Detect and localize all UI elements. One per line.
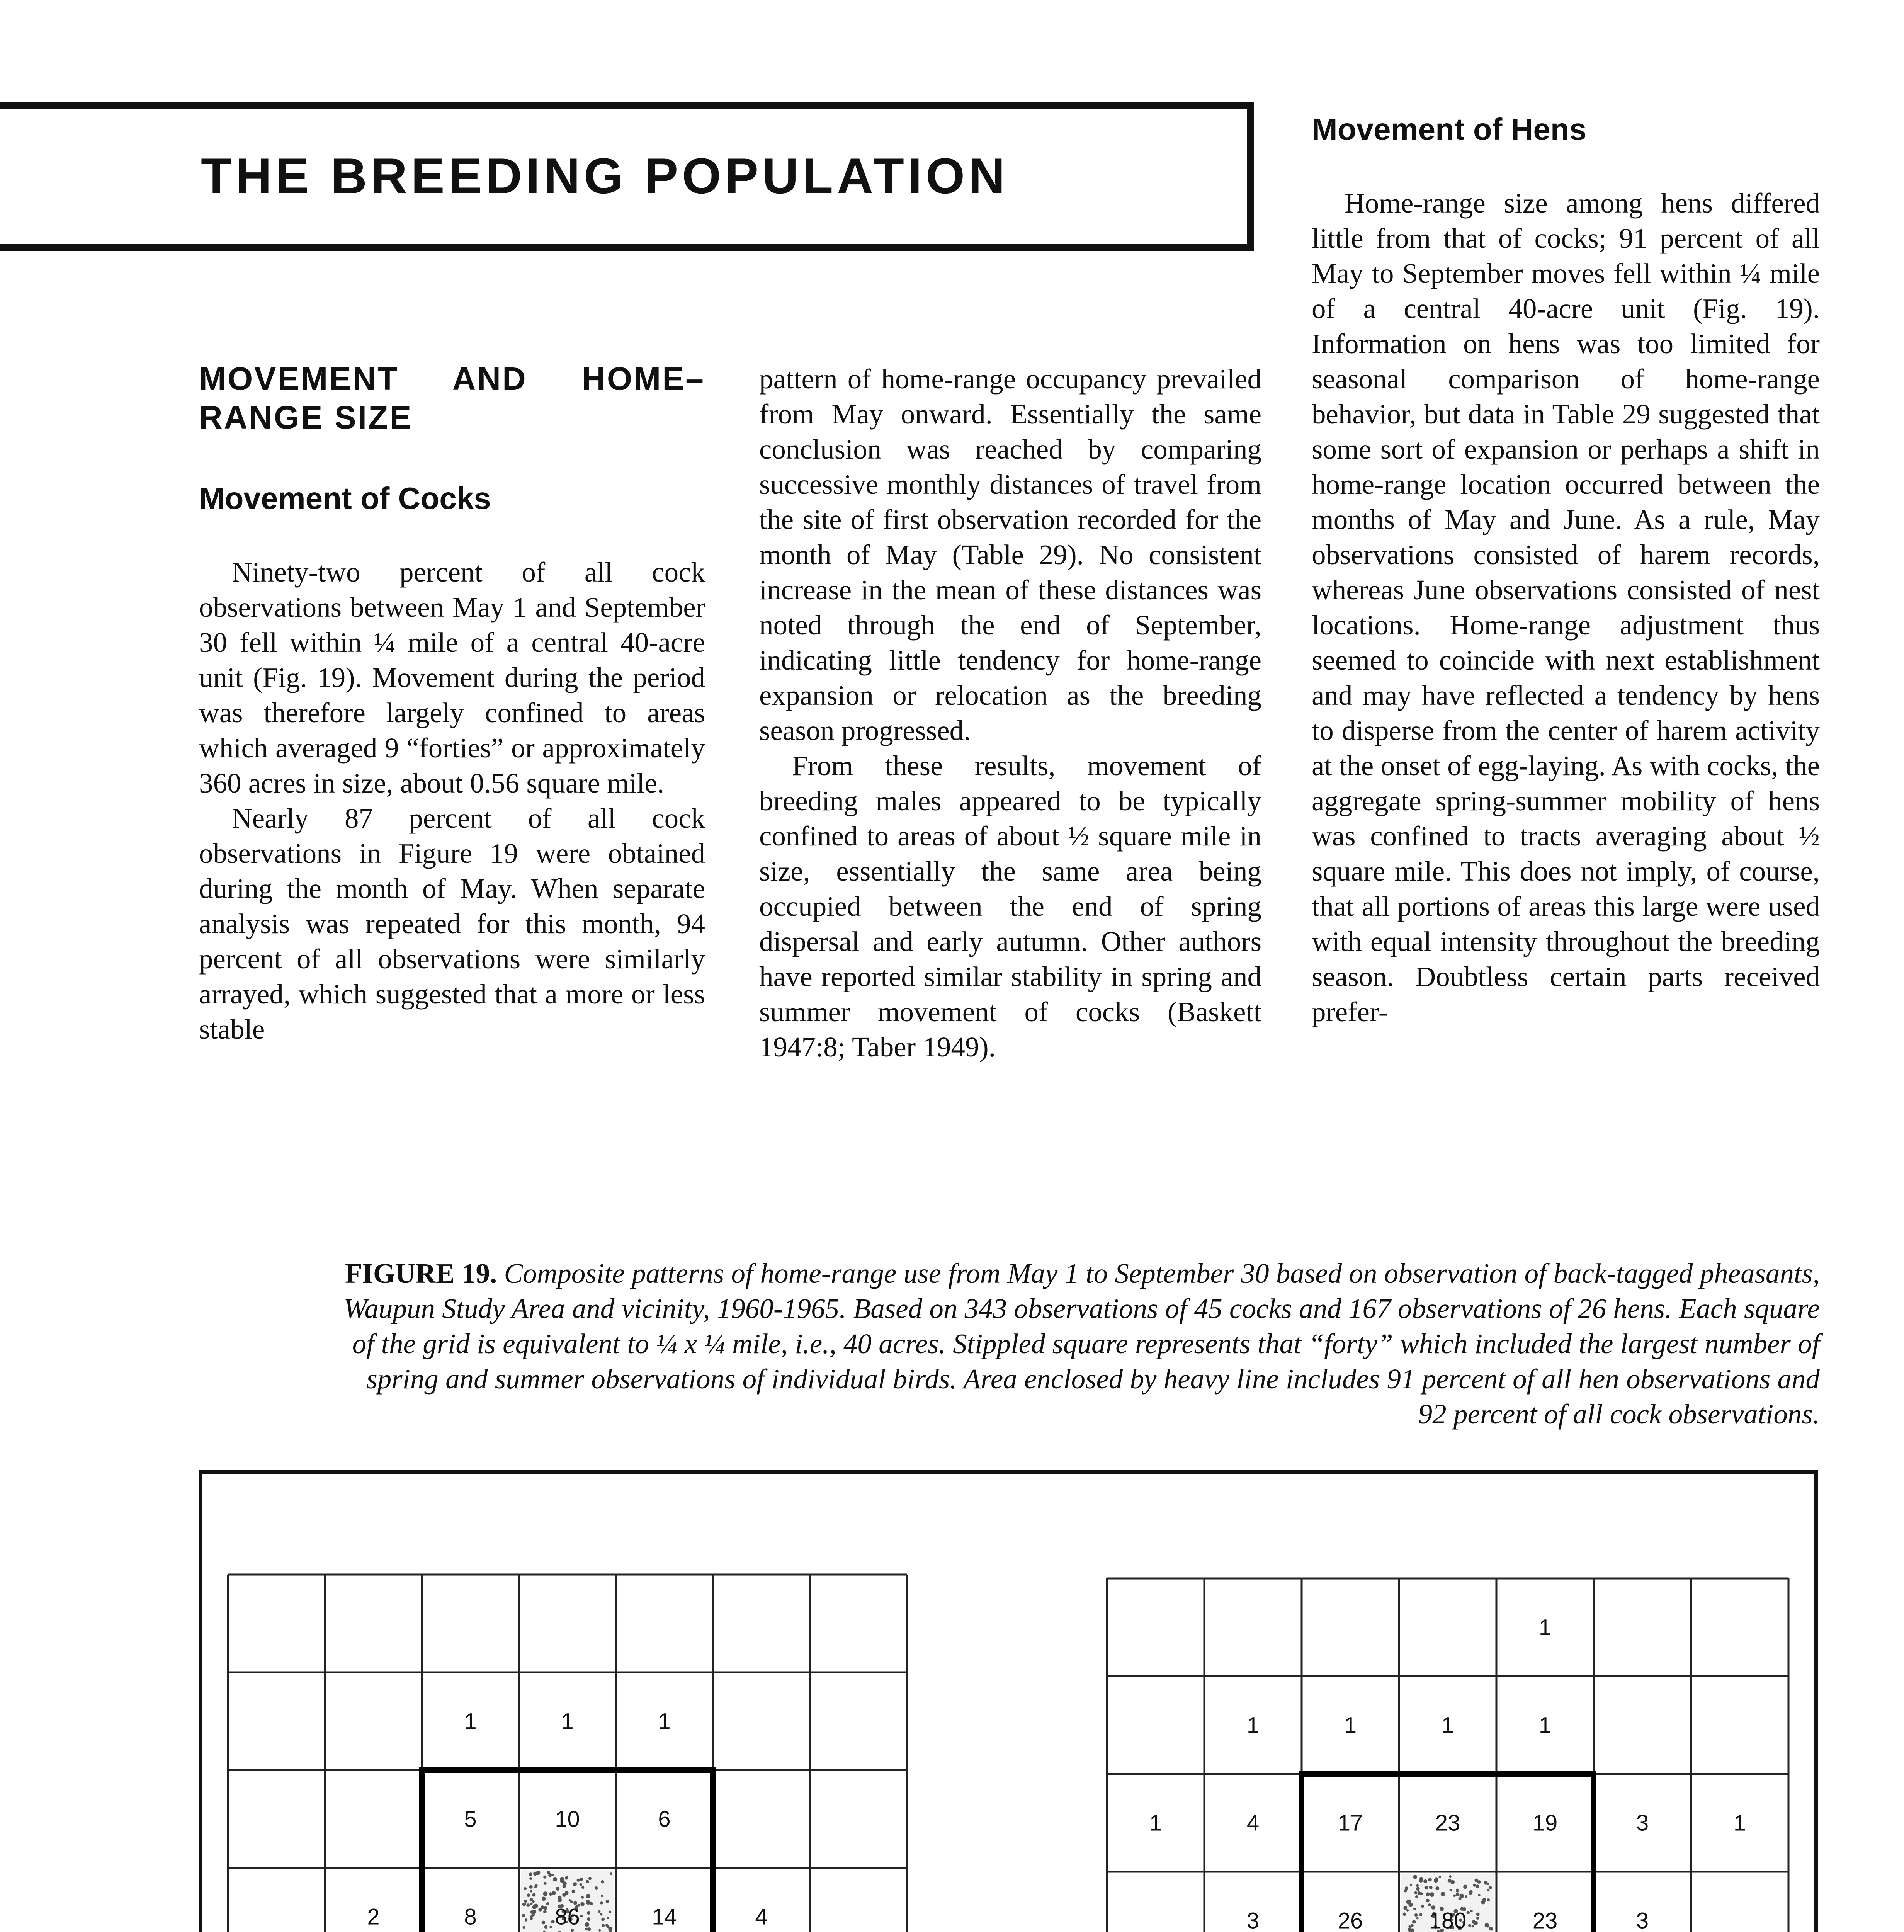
stipple-dot [1430,1887,1432,1889]
stipple-dot [542,1921,546,1925]
stipple-dot [1403,1913,1406,1916]
stipple-dot [534,1904,538,1908]
stipple-dot [595,1887,598,1890]
stipple-dot [1473,1884,1476,1887]
stipple-dot [544,1882,547,1885]
cocks-grid [1107,1578,1788,1932]
stipple-dot [530,1903,532,1905]
stipple-dot [1406,1900,1411,1904]
cocks-cell-value: 17 [1338,1810,1363,1836]
stipple-dot [1410,1884,1412,1886]
stipple-dot [563,1884,566,1888]
stipple-dot [1482,1898,1486,1902]
stipple-dot [532,1893,536,1897]
stipple-dot [581,1896,584,1899]
stipple-dot [605,1924,608,1927]
stipple-dot [1416,1887,1420,1891]
stipple-dot [576,1879,580,1882]
hens-cell-value: 10 [555,1806,580,1832]
stipple-dot [527,1893,530,1897]
hens-cell-value: 1 [658,1709,671,1734]
paragraph: pattern of home-range occupancy prevailed from May onward. Essentially the same conclusion was reached by comparing successive monthly distances of travel from the site of first observation recorded for the month of May (Table 29). No consistent increase in the mean of these distances was noted through the end of September, indicating little tendency for home-range expansion or relocation as the breeding season progressed. [759,363,1261,746]
stipple-dot [526,1903,530,1907]
paragraph: Nearly 87 percent of all cock observations in Figure 19 were obtained during the month of May. When separate analysis was repeated for this month, 94 percent of all observations were similarly arrayed, which suggested that a more or less stable [199,803,705,1045]
stipple-dot [1487,1889,1490,1892]
stipple-dot [1426,1899,1430,1902]
hens-cell-value: 6 [658,1806,671,1832]
stipple-dot [530,1915,533,1917]
stipple-dot [1415,1895,1418,1898]
stipple-dot [1463,1884,1467,1889]
stipple-dot [1449,1875,1451,1878]
stipple-dot [522,1914,525,1917]
stipple-dot [600,1901,603,1904]
stipple-dot [1489,1927,1492,1930]
stipple-dot [1456,1893,1460,1896]
hens-cell-value: 4 [755,1904,768,1930]
stipple-dot [1449,1889,1452,1891]
stipple-dot [524,1887,527,1890]
stipple-dot [1484,1881,1488,1885]
stipple-dot [587,1917,590,1921]
stipple-dot [610,1872,612,1875]
stipple-dot [535,1884,538,1887]
stipple-dot [606,1900,609,1903]
stipple-dot [1489,1886,1492,1889]
stipple-dot [523,1926,525,1929]
paragraph: From these results, movement of breeding males appeared to be typically confined to areas of about ½ square mile in size, essentially the same area being occupied between the end of spring dispersal and early autumn. Other authors have reported similar stability in spring and summer movement of cocks (Baskett 1947:8; Taber 1949). [759,750,1261,1063]
stipple-dot [525,1918,528,1922]
stipple-dot [1425,1886,1428,1889]
stipple-dot [1448,1879,1452,1883]
stipple-dot [1435,1877,1438,1880]
subheading-hens: Movement of Hens [1312,112,1587,146]
stipple-dot [529,1872,532,1876]
stipple-dot [573,1882,577,1886]
stipple-dot [585,1928,588,1931]
stipple-dot [1476,1917,1479,1920]
stipple-dot [1468,1924,1471,1927]
stipple-dot [542,1906,544,1908]
stipple-dot [1416,1917,1419,1919]
stipple-dot [1417,1891,1421,1895]
stipple-dot [542,1898,545,1901]
stipple-dot [524,1900,527,1903]
stipple-dot [544,1925,548,1929]
stipple-dot [601,1918,605,1921]
stipple-dot [1413,1875,1417,1879]
stipple-dot [1439,1876,1441,1878]
stipple-dot [562,1893,566,1897]
cocks-cell-value: 1 [1344,1713,1357,1738]
figure-caption-label: FIGURE 19. [345,1258,497,1289]
stipple-dot [1486,1924,1489,1927]
stipple-dot [581,1886,584,1889]
stipple-dot [553,1877,557,1881]
cocks-cell-value: 23 [1435,1810,1460,1836]
stipple-dot [529,1877,532,1880]
hens-cell-value: 2 [367,1904,380,1930]
cocks-cell-value: 1 [1538,1615,1552,1640]
cocks-cell-value: 1 [1538,1713,1552,1738]
hens-cell-value: 5 [464,1806,477,1832]
stipple-dot [1411,1924,1414,1927]
stipple-dot [1477,1880,1481,1884]
stipple-dot [1406,1909,1409,1912]
stipple-dot [571,1890,575,1894]
stipple-dot [551,1920,554,1923]
stipple-dot [601,1895,603,1897]
cocks-cell-value: 4 [1246,1810,1260,1836]
paragraph: Home-range size among hens differed little from that of cocks; 91 percent of all May to September moves fell within ¼ mile of a central 40-acre unit (Fig. 19). Information on hens was too limited for seasonal comparison of home-range behavior, but data in Table 29 suggested that some sort of expansion or perhaps a shift in home-range location occurred between the months of May and June. As a rule, May observations consisted of harem records, whereas June observations consisted of nest locations. Home-range adjustment thus seemed to coincide with next establishment and may have reflected a tendency by hens to disperse from the center of harem activity at the onset of egg-laying. As with cocks, the aggregate spring-summer mobility of hens was confined to tracts averaging about ½ square mile. This does not imply, of course, that all portions of areas this large were used with equal intensity throughout the breeding season. Doubtless certain parts received prefer- [1312,187,1820,1027]
cocks-cell-value: 3 [1636,1810,1649,1836]
hens-cell-value: 1 [464,1709,477,1734]
stipple-dot [598,1910,601,1913]
stipple-dot [586,1880,589,1883]
stipple-dot [586,1894,590,1898]
stipple-dot [587,1911,590,1915]
hens-cell-value: 8 [464,1904,477,1930]
stipple-dot [598,1929,601,1932]
stipple-dot [560,1877,564,1881]
stipple-dot [543,1910,547,1913]
stipple-dot [1456,1890,1459,1893]
stipple-dot [529,1885,533,1889]
stipple-dot [1465,1895,1467,1898]
stipple-dot [585,1922,589,1927]
stipple-dot [1410,1928,1414,1932]
stipple-dot [1474,1921,1478,1925]
stipple-dot [1412,1920,1416,1924]
stipple-dot [1487,1898,1490,1901]
cocks-cell-value: 3 [1246,1908,1260,1932]
cocks-cell-value: 1 [1733,1810,1746,1836]
subheading-cocks: Movement of Cocks [199,481,491,515]
stipple-dot [552,1891,556,1895]
cocks-cell-value: 23 [1532,1908,1558,1932]
cocks-cell-value: 1 [1149,1810,1162,1836]
cocks-cell-value: 3 [1636,1908,1649,1932]
stipple-dot [549,1892,552,1896]
stipple-dot [549,1926,552,1928]
stipple-dot [1423,1879,1427,1883]
stipple-dot [1426,1892,1430,1896]
stipple-dot [1467,1911,1470,1914]
stipple-dot [1469,1891,1472,1895]
stipple-dot [1404,1889,1407,1893]
stipple-dot [530,1890,532,1893]
stipple-dot [1478,1894,1481,1896]
stipple-dot [543,1876,546,1879]
stipple-dot [1414,1913,1418,1917]
cocks-cell-value: 26 [1338,1908,1363,1932]
stipple-dot [586,1900,588,1902]
stipple-dot [580,1902,584,1906]
cocks-cell-value: 180 [1429,1908,1467,1932]
stipple-dot [558,1898,562,1902]
section-heading: MOVEMENT AND HOME– RANGE SIZE [199,361,705,435]
stipple-dot [547,1871,550,1874]
stipple-dot [532,1900,535,1903]
stipple-dot [1413,1908,1416,1910]
stipple-dot [600,1913,602,1915]
stipple-dot [533,1872,537,1876]
figure-caption-text: Composite patterns of home-range use from May 1 to September 30 based on observation of back-tagged pheasants, Waupun Study Area and vicinity, 1960-1965. Based on 343 observations of 45 cocks and 167 observations of 26 hens. Each square of the grid is equivalent to ¼ x ¼ mile, i.e., 40 acres. Stippled square represents that “forty” which included the largest number of spring and summer observations of individual birds. Area enclosed by heavy line includes 91 percent of all hen observations and 92 percent of all cock observations. [343,1258,1820,1430]
stipple-dot [601,1880,604,1883]
stipple-dot [1428,1878,1431,1881]
stipple-dot [580,1878,583,1881]
stipple-dot [1416,1884,1419,1887]
stipple-dot [530,1898,533,1901]
stipple-dot [1472,1925,1474,1928]
stipple-dot [530,1910,533,1913]
stipple-dot [1430,1892,1434,1897]
hens-cell-value: 14 [652,1904,677,1930]
stipple-dot [1419,1879,1423,1883]
hens-cell-value: 86 [555,1904,580,1930]
cocks-cell-value: 1 [1246,1713,1260,1738]
stipple-dot [1435,1886,1439,1890]
stipple-dot [556,1887,559,1891]
paragraph: Ninety-two percent of all cock observations between May 1 and September 30 fell within ¼ mile of a central 40-acre unit (Fig. 19). Movement during the period was therefore largely confined to areas which averaged 9 “forties” or approximately 360 acres in size, about 0.56 square mile. [199,556,705,799]
stipple-dot [543,1891,547,1896]
stipple-dot [1476,1913,1480,1916]
stipple-dot [588,1877,592,1880]
stipple-dot [1470,1910,1472,1912]
stipple-dot [602,1924,605,1927]
stipple-dot [1441,1892,1445,1896]
stipple-dot [1459,1894,1464,1898]
page-title: THE BREEDING POPULATION [201,148,1009,204]
stipple-dot [565,1877,568,1880]
stipple-dot [551,1874,554,1876]
stipple-dot [1403,1906,1407,1910]
stipple-dot [580,1883,582,1886]
stipple-dot [1414,1891,1417,1894]
stipple-dot [1428,1903,1431,1906]
stipple-dot [546,1902,549,1905]
cocks-cell-value: 1 [1441,1713,1454,1738]
hens-grid [228,1575,907,1932]
stipple-dot [569,1899,571,1901]
stipple-dot [609,1910,611,1913]
stipple-dot [530,1917,533,1920]
stipple-dot [522,1903,526,1906]
hens-cell-value: 1 [561,1709,574,1734]
stipple-dot [1421,1905,1424,1908]
stipple-dot [1453,1895,1456,1897]
cocks-cell-value: 19 [1532,1810,1558,1836]
stipple-dot [1419,1913,1422,1916]
stipple-dot [580,1915,583,1917]
stipple-dot [607,1917,609,1919]
